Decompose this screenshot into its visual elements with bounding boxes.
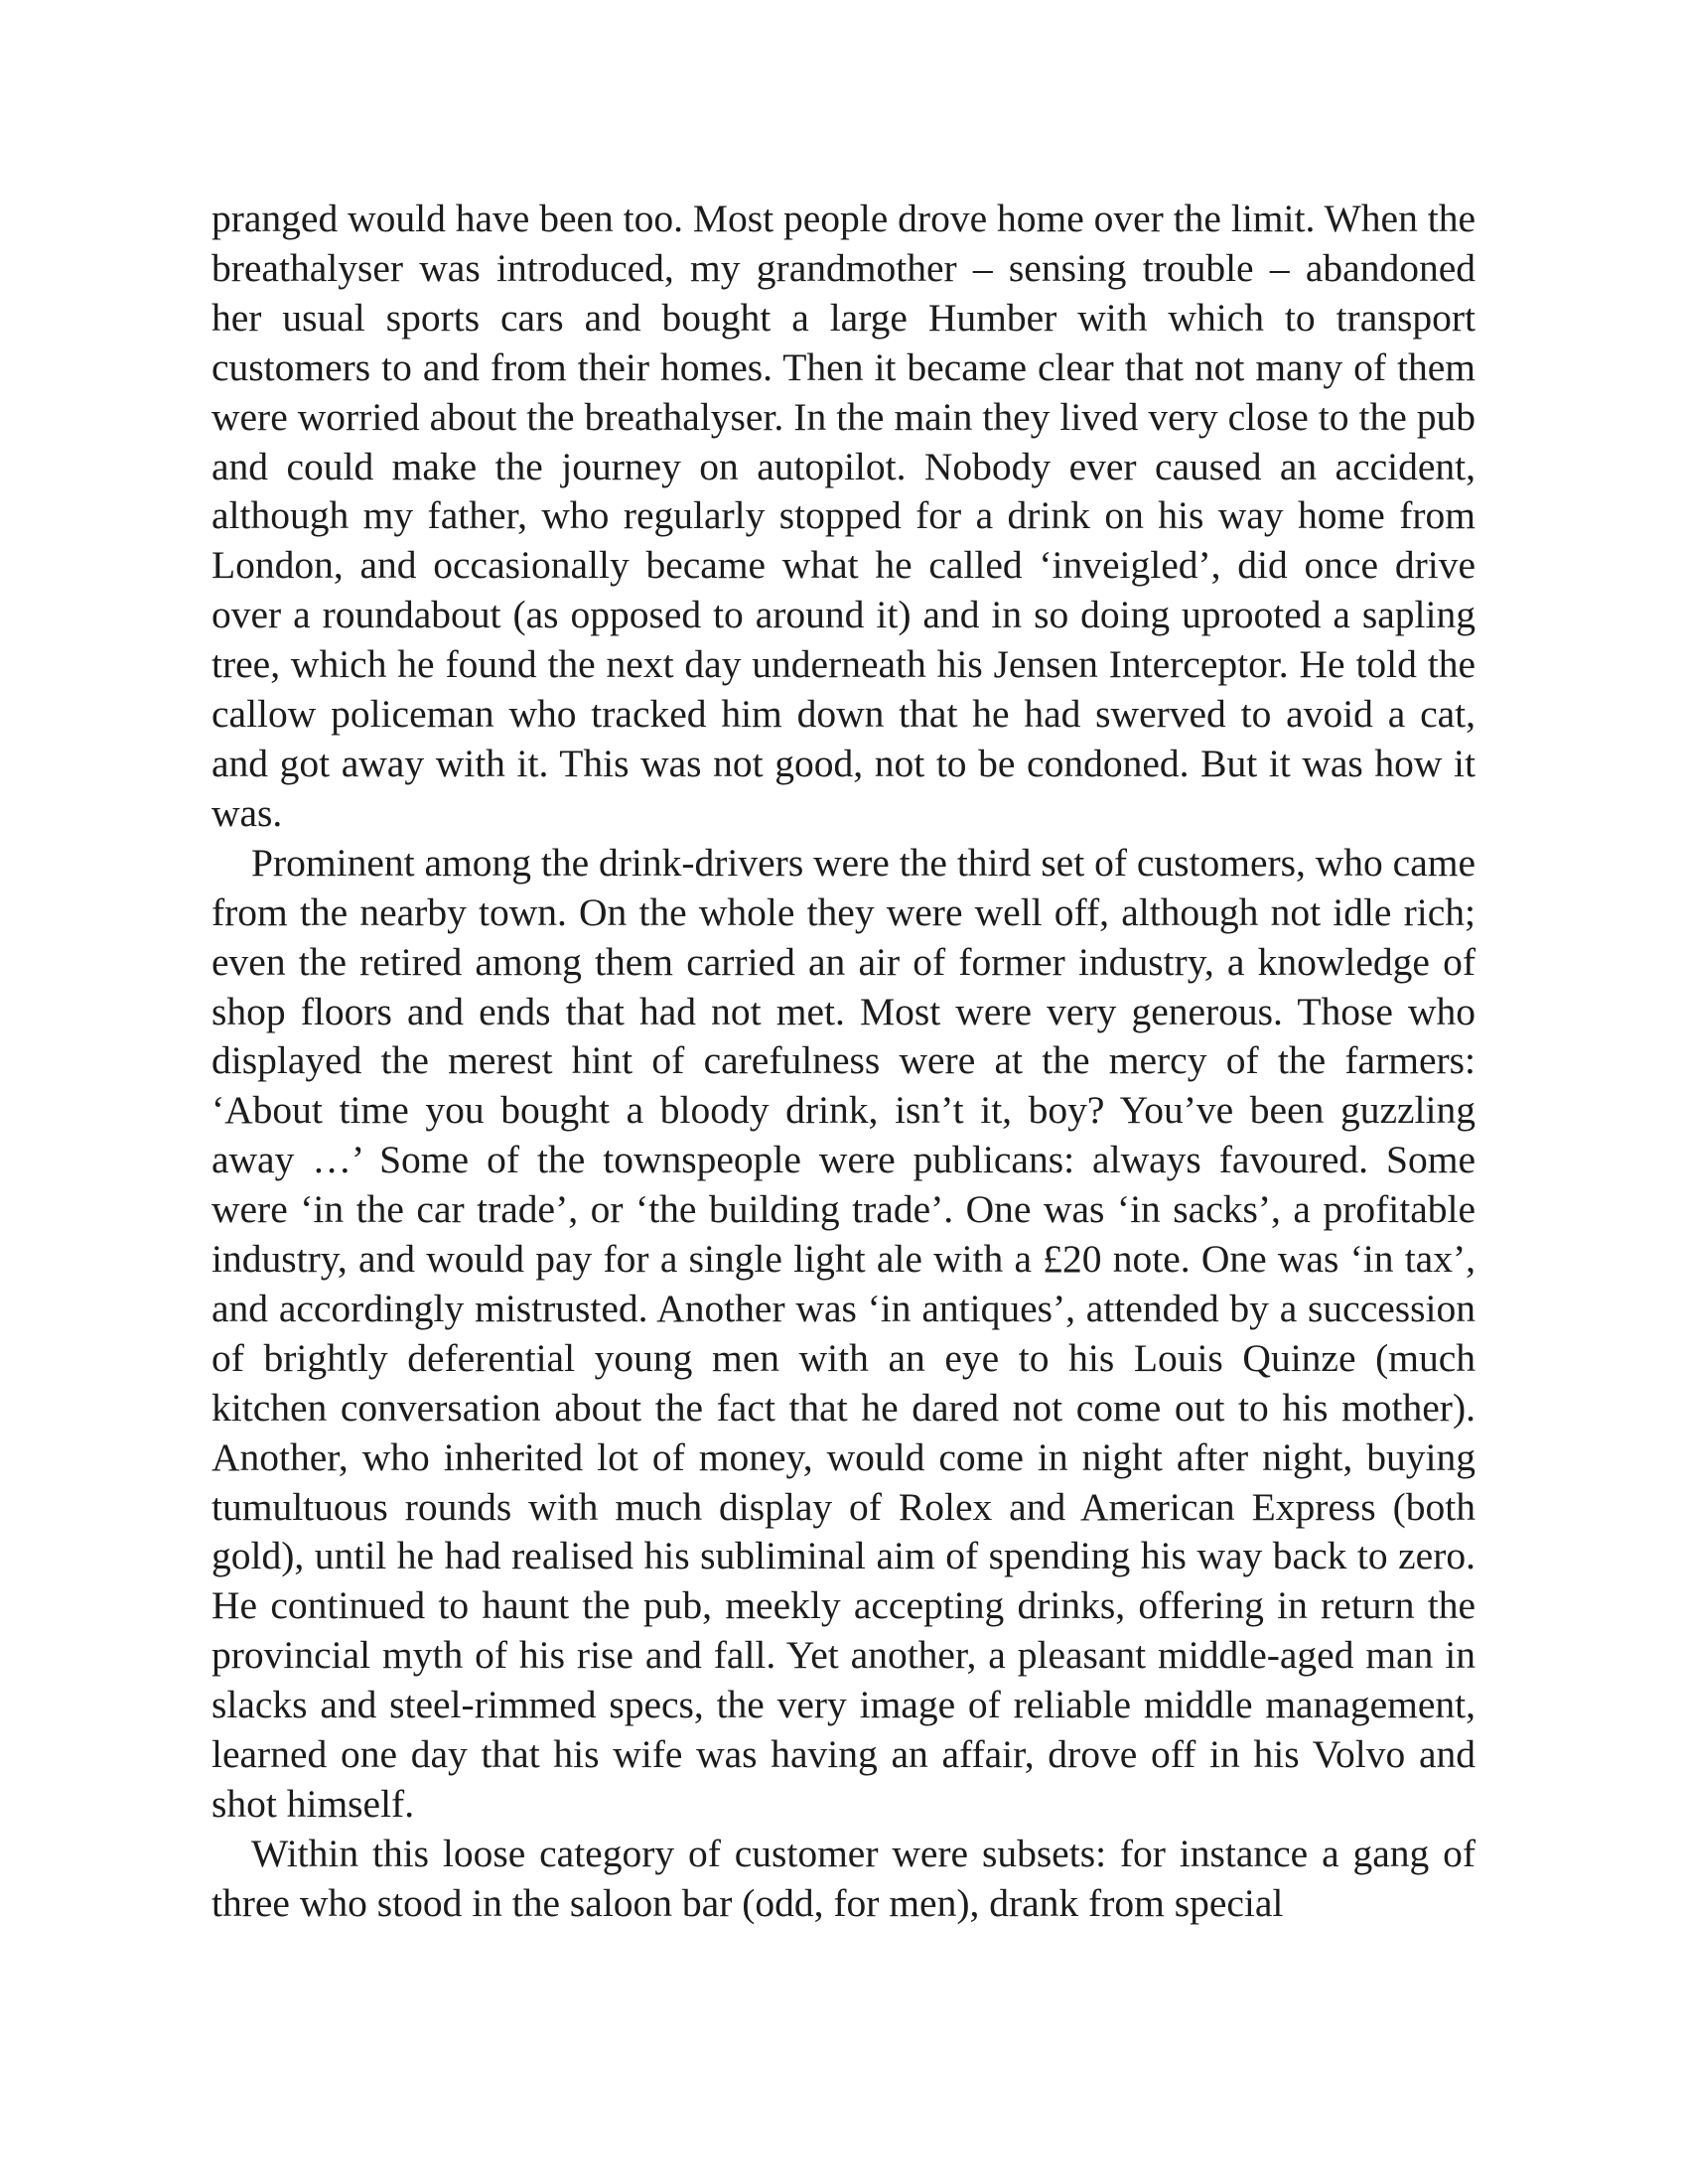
paragraph-continued: pranged would have been too. Most people drove home over the limit. When the breathalyser was introduced, my grandmother – sensing trouble – abandoned her usual sports cars and bought a large Humber with which to transport customers to and from their homes. Then it became clear that not many of them were worried about the breathalyser. In the main they lived very close to the pub and could make the journey on autopilot. Nobody ever caused an accident, although my father, who regularly stopped for a drink on his way home from London, and occasionally became what he called ‘inveigled’, did once drive over a roundabout (as opposed to around it) and in so doing uprooted a sapling tree, which he found the next day underneath his Jensen Interceptor. He told the callow policeman who tracked him down that he had swerved to avoid a cat, and got away with it. This was not good, not to be condoned. But it was how it was. — [211, 197, 1476, 835]
paragraph-subsets: Within this loose category of customer were subsets: for instance a gang of three who stood in the saloon bar (odd, for men), drank from special — [211, 1831, 1476, 1925]
book-page-text — [211, 195, 1476, 1929]
paragraph-townspeople: Prominent among the drink-drivers were the third set of customers, who came from the nearby town. On the whole they were well off, although not idle rich; even the retired among them carried an air of former industry, a knowledge of shop floors and ends that had not met. Most were very generous. Those who displayed the merest hint of carefulness were at the mercy of the farmers: ‘About time you bought a bloody drink, isn’t it, boy? You’ve been guzzling away …’ Some of the townspeople were publicans: always favoured. Some were ‘in the car trade’, or ‘the building trade’. One was ‘in sacks’, a profitable industry, and would pay for a single light ale with a £20 note. One was ‘in tax’, and accordingly mistrusted. Another was ‘in antiques’, attended by a succession of brightly deferential young men with an eye to his Louis Quinze (much kitchen conversation about the fact that he dared not come out to his mother). Another, who inherited lot of money, would come in night after night, buying tumultuous rounds with much display of Rolex and American Express (both gold), until he had realised his subliminal aim of spending his way back to zero. He continued to haunt the pub, meekly accepting drinks, offering in return the provincial myth of his rise and fall. Yet another, a pleasant middle-aged man in slacks and steel-rimmed specs, the very image of reliable middle management, learned one day that his wife was having an affair, drove off in his Volvo and shot himself. — [211, 840, 1476, 1826]
